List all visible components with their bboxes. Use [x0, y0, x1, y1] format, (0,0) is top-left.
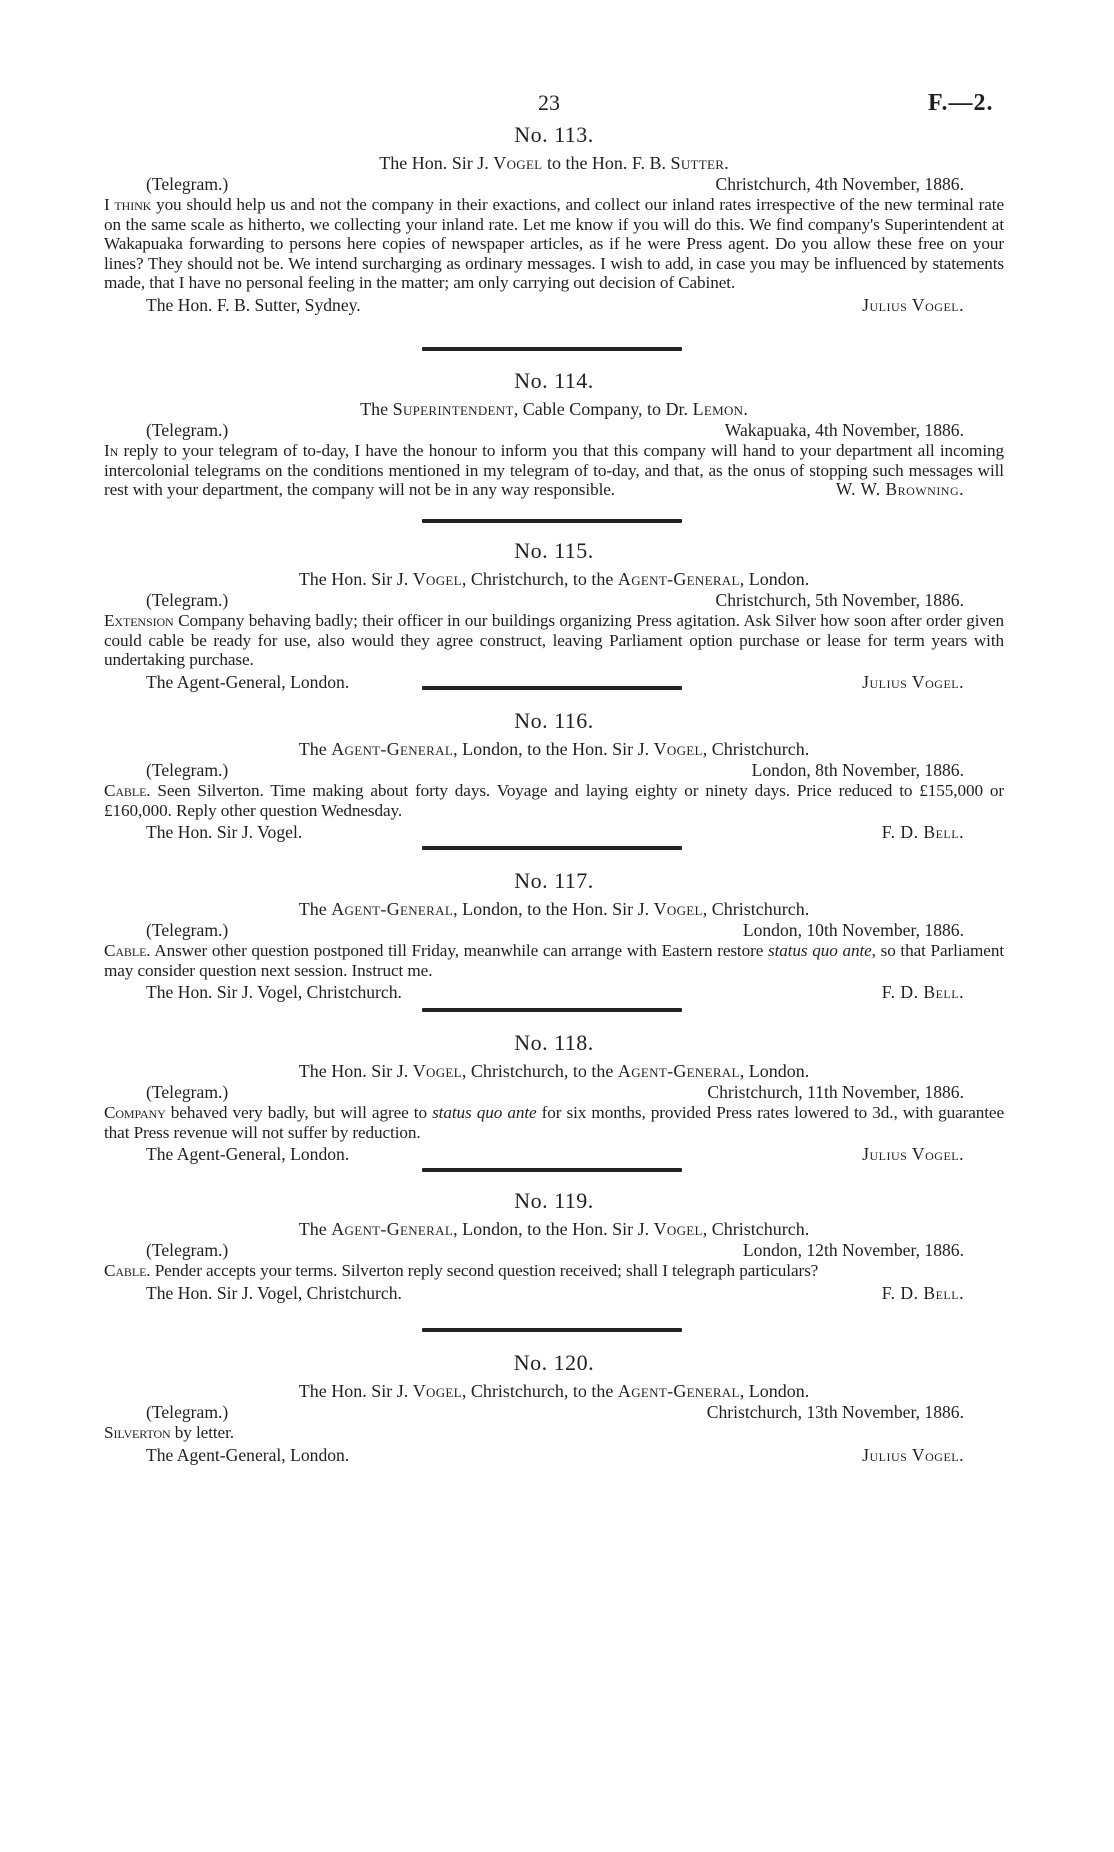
- message-address: The Agent-General, London, to the Hon. Sir J. Vogel, Christchurch.: [298, 1219, 810, 1239]
- telegram-label: (Telegram.): [146, 1402, 229, 1422]
- section-divider: [422, 846, 682, 850]
- message-body: I think you should help us and not the company in their exactions, and collect our inland rates irrespective of the new terminal rate on the same scale as hitherto, we collecting your inland rate. Let me know if you will do this. We find company's Superintendent at Wakapuaka forwarding to persons here copies of newspaper articles, as if he were Press agent. Do you allow these free on your lines? They should not be. We intend surcharging as ordinary messages. I wish to add, in case you may be influenced by statements made, that I have no personal feeling in the matter; am only carrying out decision of Cabinet.: [104, 195, 1004, 292]
- message-113: [104, 122, 1004, 317]
- telegram-line: [104, 1402, 1004, 1423]
- signature-line: [104, 295, 1004, 317]
- message-address: The Hon. Sir J. Vogel, Christchurch, to the Agent-General, London.: [298, 569, 810, 589]
- recipient: The Hon. Sir J. Vogel, Christchurch.: [146, 1282, 402, 1303]
- message-address: The Superintendent, Cable Company, to Dr. Lemon.: [360, 399, 748, 419]
- telegram-line: [104, 760, 1004, 781]
- signature-line: [104, 822, 1004, 844]
- message-number: No. 115.: [514, 538, 594, 563]
- signature-line: [104, 1445, 1004, 1467]
- message-number: No. 114.: [514, 368, 594, 393]
- section-divider: [422, 519, 682, 523]
- message-body: In reply to your telegram of to-day, I have the honour to inform you that this company will hand to your department all incoming intercolonial telegrams on the conditions mentioned in my telegram of to-day, and that, as the onus of stopping such messages will rest with your department, the company will not be in any way responsible. W. W. Browning.: [104, 441, 1004, 499]
- signatory: F. D. Bell.: [881, 822, 964, 842]
- message-body: Cable. Seen Silverton. Time making about forty days. Voyage and laying eighty or ninety days. Price reduced to £155,000 or £160,000. Reply other question Wednesday.: [104, 781, 1004, 820]
- section-divider: [422, 1008, 682, 1012]
- recipient: The Agent-General, London.: [146, 1444, 350, 1465]
- place-date: London, 8th November, 1886.: [751, 760, 964, 780]
- place-date: London, 10th November, 1886.: [742, 920, 964, 940]
- place-date: Wakapuaka, 4th November, 1886.: [724, 420, 964, 440]
- recipient: The Hon. F. B. Sutter, Sydney.: [146, 294, 361, 315]
- section-divider: [422, 1168, 682, 1172]
- signatory: F. D. Bell.: [881, 1282, 964, 1303]
- message-body: Cable. Pender accepts your terms. Silverton reply second question received; shall I telegraph particulars?: [104, 1261, 819, 1280]
- telegram-line: [104, 174, 1004, 195]
- message-116: [104, 708, 1004, 844]
- message-119: [104, 1188, 1004, 1305]
- telegram-line: [104, 590, 1004, 611]
- place-date: Christchurch, 4th November, 1886.: [715, 174, 964, 194]
- place-date: Christchurch, 13th November, 1886.: [706, 1402, 964, 1422]
- telegram-line: [104, 1082, 1004, 1103]
- section-divider: [422, 347, 682, 351]
- signature-line: [104, 672, 1004, 694]
- place-date: Christchurch, 11th November, 1886.: [707, 1082, 964, 1102]
- signatory: Julius Vogel.: [862, 1144, 964, 1164]
- section-divider: [422, 686, 682, 690]
- message-115: [104, 538, 1004, 694]
- telegram-label: (Telegram.): [146, 590, 229, 610]
- signatory: Julius Vogel.: [862, 294, 964, 315]
- message-body: Company behaved very badly, but will agree to status quo ante for six months, provided Press rates lowered to 3d., with guarantee that Press revenue will not suffer by reduction.: [104, 1103, 1004, 1142]
- message-number: No. 120.: [513, 1350, 595, 1375]
- recipient: The Hon. Sir J. Vogel, Christchurch.: [146, 982, 402, 1002]
- signature-line: [104, 1283, 1004, 1305]
- message-118: [104, 1030, 1004, 1166]
- message-number: No. 117.: [514, 868, 594, 893]
- section-divider: [422, 1328, 682, 1332]
- telegram-label: (Telegram.): [146, 420, 229, 440]
- message-address: The Agent-General, London, to the Hon. Sir J. Vogel, Christchurch.: [298, 739, 810, 759]
- recipient: The Hon. Sir J. Vogel.: [146, 822, 303, 842]
- signatory: W. W. Browning.: [835, 479, 964, 499]
- message-body: Extension Company behaving badly; their officer in our buildings organizing Press agitation. Ask Silver how soon after order given could cable be ready for use, also would they agree construct, leaving Parliament option purchase or lease for term years with undertaking purchase.: [104, 611, 1004, 669]
- telegram-label: (Telegram.): [146, 920, 229, 940]
- telegram-label: (Telegram.): [146, 1240, 229, 1260]
- place-date: Christchurch, 5th November, 1886.: [715, 590, 964, 610]
- document-code: F.—2.: [928, 90, 994, 116]
- message-body: Silverton by letter.: [104, 1423, 234, 1442]
- place-date: London, 12th November, 1886.: [742, 1240, 964, 1260]
- signature-line: [104, 1144, 1004, 1166]
- message-address: The Hon. Sir J. Vogel, Christchurch, to the Agent-General, London.: [298, 1381, 810, 1401]
- message-number: No. 118.: [514, 1030, 594, 1055]
- telegram-line: [104, 420, 1004, 441]
- signatory: Julius Vogel.: [862, 1444, 964, 1465]
- message-address: The Hon. Sir J. Vogel to the Hon. F. B. Sutter.: [379, 153, 729, 173]
- message-address: The Hon. Sir J. Vogel, Christchurch, to the Agent-General, London.: [298, 1061, 810, 1081]
- recipient: The Agent-General, London.: [146, 671, 350, 692]
- message-number: No. 116.: [514, 708, 594, 733]
- message-address: The Agent-General, London, to the Hon. Sir J. Vogel, Christchurch.: [298, 899, 810, 919]
- message-117: [104, 868, 1004, 1004]
- message-114: [104, 368, 1004, 500]
- telegram-label: (Telegram.): [146, 174, 229, 194]
- signature-line: [104, 982, 1004, 1004]
- signatory: Julius Vogel.: [862, 671, 964, 692]
- telegram-label: (Telegram.): [146, 760, 229, 780]
- message-number: No. 113.: [514, 122, 594, 147]
- signatory: F. D. Bell.: [881, 982, 964, 1002]
- message-number: No. 119.: [514, 1188, 594, 1213]
- telegram-label: (Telegram.): [146, 1082, 229, 1102]
- message-120: [104, 1350, 1004, 1467]
- telegram-line: [104, 1240, 1004, 1261]
- telegram-line: [104, 920, 1004, 941]
- page-number: 23: [538, 90, 560, 115]
- message-body: Cable. Answer other question postponed till Friday, meanwhile can arrange with Eastern restore status quo ante, so that Parliament may consider question next session. Instruct me.: [104, 941, 1004, 980]
- recipient: The Agent-General, London.: [146, 1144, 350, 1164]
- page-header: [0, 90, 1114, 120]
